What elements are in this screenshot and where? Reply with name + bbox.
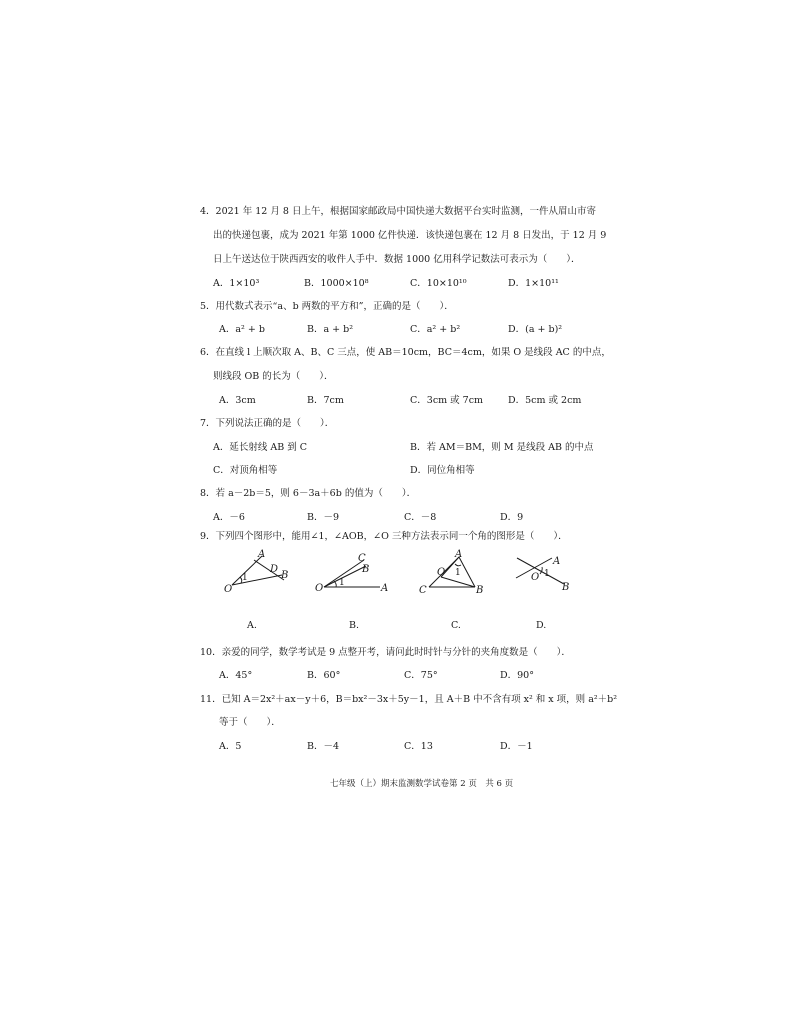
label-angle-1: 1 <box>339 578 345 588</box>
label-o: O <box>437 567 446 578</box>
ray-ob <box>324 566 366 587</box>
q9-figure-d-caption: D. <box>536 620 547 631</box>
q6-stem-line-2: 则线段 OB 的长为（ ）． <box>213 371 334 382</box>
q4-option-d: D．1×10¹¹ <box>508 278 559 289</box>
q5-option-b: B．a + b² <box>307 324 354 335</box>
label-b: B <box>562 582 570 593</box>
q11-option-c: C．13 <box>404 741 433 752</box>
label-angle-1: 1 <box>455 568 461 578</box>
q5-option-d: D．(a + b)² <box>508 324 563 335</box>
q6-option-a: A．3cm <box>219 395 256 406</box>
q8-stem: 8．若 a－2b＝5，则 6－3a＋6b 的值为（ ）． <box>200 488 417 499</box>
q9-figure-b-caption: B. <box>349 620 360 631</box>
segment-ob <box>441 577 475 587</box>
q7-stem: 7．下列说法正确的是（ ）． <box>200 418 335 429</box>
page-footer: 七年级（上）期末监测数学试卷第 2 页 共 6 页 <box>330 779 514 789</box>
q11-stem-line-1: 11．已知 A＝2x²＋ax－y＋6，B＝bx²－3x＋5y－1，且 A＋B 中不含有项 x² 和 x 项，则 a²＋b² <box>200 694 618 705</box>
q10-option-c: C．75° <box>404 670 438 681</box>
q10-stem: 10．亲爱的同学，数学考试是 9 点整开考，请问此时时针与分针的夹角度数是（ ）． <box>200 647 571 658</box>
q11-stem-line-2: 等于（ ）． <box>219 717 281 728</box>
q4-option-c: C．10×10¹⁰ <box>410 278 467 289</box>
q11-option-a: A．5 <box>219 741 242 752</box>
label-a: A <box>258 549 266 560</box>
q9-figure-c <box>415 547 495 599</box>
q9-figure-a-caption: A. <box>247 620 257 631</box>
q7-option-c: C．对顶角相等 <box>213 465 278 476</box>
q4-option-b: B．1000×10⁸ <box>304 278 369 289</box>
q5-stem: 5．用代数式表示“a、b 两数的平方和”，正确的是（ ）． <box>200 301 454 312</box>
segment-ad <box>254 560 284 580</box>
label-o: O <box>531 572 540 583</box>
q10-option-b: B．60° <box>307 670 341 681</box>
q8-option-a: A．－6 <box>213 512 245 523</box>
q11-option-b: B．－4 <box>307 741 340 752</box>
q7-option-b: B．若 AM＝BM，则 M 是线段 AB 的中点 <box>410 442 594 453</box>
q9-stem: 9．下列四个图形中，能用∠1，∠AOB，∠O 三种方法表示同一个角的图形是（ ）． <box>200 531 568 542</box>
q10-option-a: A．45° <box>219 670 253 681</box>
angle-1-arc <box>334 581 336 587</box>
q8-option-b: B．－9 <box>307 512 340 523</box>
q9-figure-d <box>512 550 582 595</box>
q8-option-c: C．－8 <box>404 512 437 523</box>
q6-stem-line-1: 6．在直线 l 上顺次取 A、B、C 三点，使 AB＝10cm，BC＝4cm，如果 O 是线段 AC 的中点， <box>200 347 611 358</box>
label-b: B <box>362 564 370 575</box>
label-o: O <box>315 583 324 594</box>
label-a: A <box>553 556 561 567</box>
label-c: C <box>358 553 366 564</box>
label-angle-1: 1 <box>544 569 550 579</box>
q9-figure-a <box>220 550 295 595</box>
q4-stem-line-1: 4．2021 年 12 月 8 日上午，根据国家邮政局中国快递大数据平台实时监测，一件从眉山市寄 <box>200 206 596 217</box>
q6-option-d: D．5cm 或 2cm <box>508 395 582 406</box>
q9-figure-b <box>312 550 397 595</box>
angle-1-arc <box>455 564 461 566</box>
label-angle-1: 1 <box>242 573 248 583</box>
q8-option-d: D．9 <box>500 512 524 523</box>
label-b: B <box>476 585 484 596</box>
q4-stem-line-3: 日上午送达位于陕西西安的收件人手中．数据 1000 亿用科学记数法可表示为（ ）． <box>213 254 581 265</box>
q7-option-a: A．延长射线 AB 到 C <box>213 442 308 453</box>
ray-ob <box>232 575 282 585</box>
label-c: C <box>419 585 427 596</box>
q5-option-c: C．a² + b² <box>410 324 461 335</box>
label-o: O <box>224 584 233 595</box>
label-b: B <box>281 570 289 581</box>
q4-stem-line-2: 出的快递包裹，成为 2021 年第 1000 亿件快递．该快递包裹在 12 月 8 日发出，于 12 月 9 <box>213 230 607 241</box>
q11-option-d: D．－1 <box>500 741 533 752</box>
q5-option-a: A．a² + b <box>219 324 265 335</box>
q6-option-b: B．7cm <box>307 395 344 406</box>
label-a: A <box>455 549 463 560</box>
q4-option-a: A．1×10³ <box>213 278 260 289</box>
q7-option-d: D．同位角相等 <box>410 465 475 476</box>
label-a: A <box>381 583 389 594</box>
q9-figure-c-caption: C. <box>451 620 461 631</box>
q10-option-d: D．90° <box>500 670 534 681</box>
label-d: D <box>270 564 279 575</box>
q6-option-c: C．3cm 或 7cm <box>410 395 484 406</box>
